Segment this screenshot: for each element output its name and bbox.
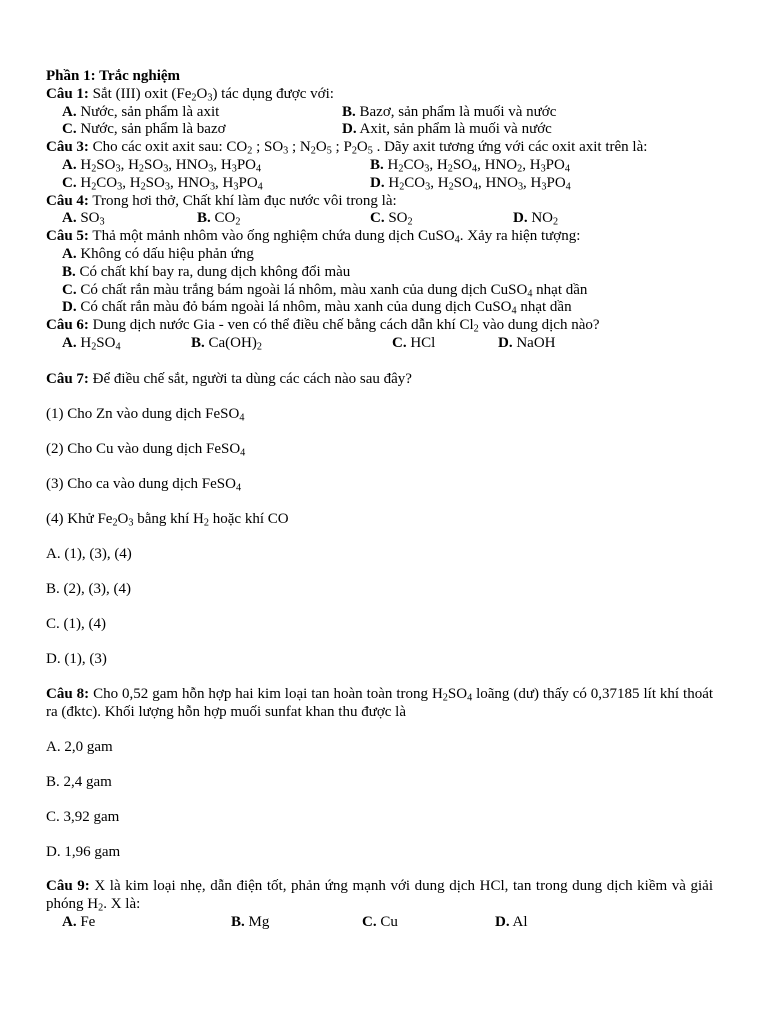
question-8: Câu 8: Cho 0,52 gam hỗn hợp hai kim loại tan hoàn toàn trong $H_2SO_4$ loãng (dư) thấy có 0,37185 lít khí thoát ra (đktc). Khối lượng hỗn hợp muối sunfat khan thu được là	[46, 685, 714, 720]
q6-option-c[interactable]: C. HCl	[392, 334, 436, 351]
q4-option-c[interactable]: C. $SO_2$	[370, 210, 413, 228]
spacer	[46, 353, 713, 370]
question-1-options-cd	[46, 121, 713, 139]
question-1: Câu 1: Sắt (III) oxit $(Fe_2O_3)$ tác dụng được với:	[46, 85, 334, 104]
q6-option-d[interactable]: D. NaOH	[498, 334, 556, 351]
q9-option-a[interactable]: A. Fe	[62, 914, 96, 931]
q7-item-3: (3) Cho ca vào dung dịch FeSO$_4$	[46, 475, 242, 494]
q3-option-c[interactable]: C. $H_2CO_3$, $H_2SO_3$, $HNO_3$, $H_3PO_4$	[62, 174, 263, 193]
q7-option-b[interactable]: B. (2), (3), (4)	[46, 580, 131, 597]
q8-option-d[interactable]: D. 1,96 gam	[46, 843, 121, 860]
q3-option-b[interactable]: B. $H_2CO_3$, $H_2SO_4$, $HNO_2$, $H_3PO_4$	[370, 156, 570, 175]
q5-option-c[interactable]: C. Có chất rắn màu trắng bám ngoài lá nhôm, màu xanh của dung dịch CuSO$_4$ nhạt dần	[62, 281, 588, 300]
q7-option-c[interactable]: C. (1), (4)	[46, 615, 106, 632]
q3-option-d[interactable]: D. $H_2CO_3$, $H_2SO_4$, $HNO_3$, $H_3PO_4$	[370, 174, 571, 193]
q1-option-d[interactable]: D. Axit, sản phẩm là muối và nước	[342, 121, 552, 138]
part-heading: Phần 1: Trắc nghiệm	[46, 68, 181, 84]
q5-option-b[interactable]: B. Có chất khí bay ra, dung dịch không đổi màu	[62, 263, 351, 280]
question-4: Câu 4: Trong hơi thở, Chất khí làm đục nước vôi trong là:	[46, 192, 397, 209]
question-5: Câu 5: Thả một mảnh nhôm vào ống nghiệm chứa dung dịch CuSO$_4$. Xảy ra hiện tượng:	[46, 228, 581, 246]
q9-option-c[interactable]: C. Cu	[362, 914, 398, 931]
q4-option-d[interactable]: D. $NO_2$	[513, 210, 559, 228]
q1-option-b[interactable]: B. Bazơ, sản phẩm là muối và nước	[342, 103, 557, 120]
q8-option-a[interactable]: A. 2,0 gam	[46, 738, 113, 755]
q1-option-a[interactable]: A. Nước, sản phẩm là axit	[62, 103, 220, 120]
question-9: Câu 9: X là kim loại nhẹ, dẫn điện tốt, phản ứng mạnh với dung dịch HCl, tan trong dung dịch kiềm và giải phóng $H_2$. X là:	[46, 877, 713, 914]
question-9-options	[46, 913, 713, 931]
q4-option-b[interactable]: B. $CO_2$	[197, 210, 241, 228]
q8-option-c[interactable]: C. 3,92 gam	[46, 808, 120, 825]
q9-option-d[interactable]: D. Al	[495, 914, 528, 931]
q4-option-a[interactable]: A. $SO_3$	[62, 210, 105, 228]
question-3-options-ab	[46, 157, 713, 175]
q5-option-a[interactable]: A. Không có dấu hiệu phản ứng	[62, 245, 254, 262]
question-4-options	[46, 210, 713, 228]
exam-page	[46, 68, 713, 931]
question-7: Câu 7: Để điều chế sắt, người ta dùng các cách nào sau đây?	[46, 370, 412, 387]
q6-option-a[interactable]: A. $H_2SO_4$	[62, 334, 121, 353]
q7-option-d[interactable]: D. (1), (3)	[46, 650, 107, 667]
q1-option-c[interactable]: C. Nước, sản phẩm là bazơ	[62, 121, 226, 138]
question-3: Câu 3: Cho các oxit axit sau: $CO_2$ ; $SO_3$ ; $N_2O_5$ ; $P_2O_5$ . Dãy axit tương ứng với các oxit axit trên là:	[46, 139, 648, 157]
question-6: Câu 6: Dung dịch nước Gia - ven có thể điều chế bằng cách dẫn khí $Cl_2$ vào dung dịch nào?	[46, 317, 600, 335]
question-1-options-ab	[46, 104, 713, 122]
q3-option-a[interactable]: A. $H_2SO_3$, $H_2SO_3$, $HNO_3$, $H_3PO_4$	[62, 156, 262, 175]
q7-option-a[interactable]: A. (1), (3), (4)	[46, 545, 132, 562]
q7-item-2: (2) Cho Cu vào dung dịch FeSO$_4$	[46, 440, 246, 459]
question-6-options	[46, 335, 713, 353]
q6-option-b[interactable]: B. $Ca(OH)_2$	[191, 334, 262, 353]
q7-item-1: (1) Cho Zn vào dung dịch FeSO$_4$	[46, 405, 245, 424]
q5-option-d[interactable]: D. Có chất rắn màu đỏ bám ngoài lá nhôm, màu xanh của dung dịch CuSO$_4$ nhạt dần	[62, 299, 572, 317]
section-multiple-choice	[46, 68, 713, 353]
q8-option-b[interactable]: B. 2,4 gam	[46, 773, 112, 790]
question-3-options-cd	[46, 175, 713, 193]
q9-option-b[interactable]: B. Mg	[231, 914, 270, 931]
q7-item-4: (4) Khử $Fe_2O_3$ bằng khí $H_2$ hoặc khí CO	[46, 510, 289, 529]
